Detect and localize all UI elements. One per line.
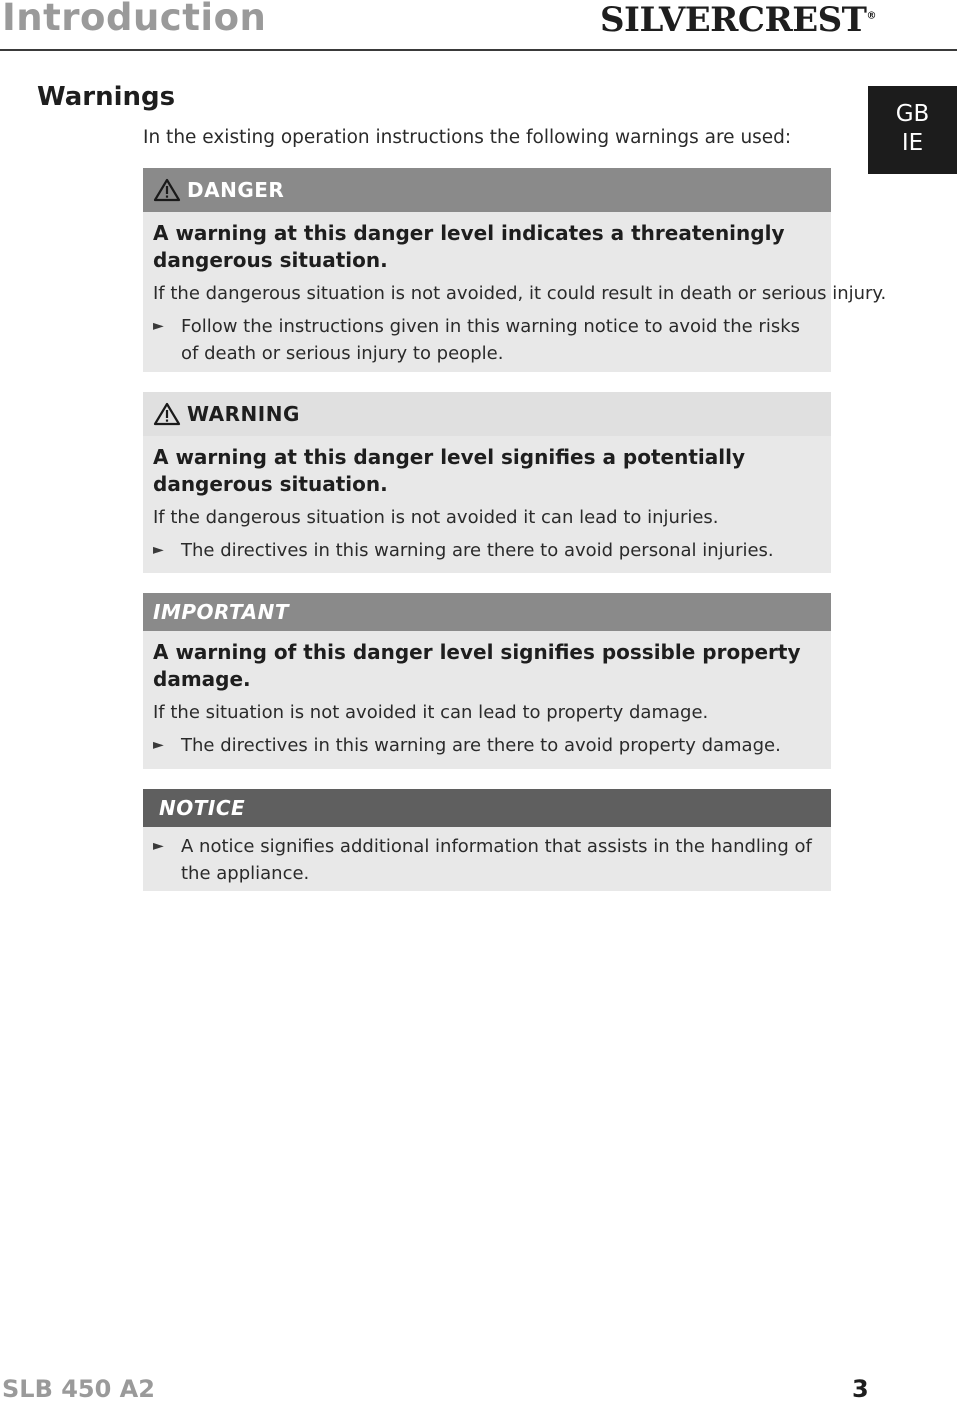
danger-consequence: If the dangerous situation is not avoided, it could result in death or serious injury. xyxy=(153,283,887,304)
important-consequence: If the situation is not avoided it can lead to property damage. xyxy=(153,702,709,723)
warning-consequence: If the dangerous situation is not avoided it can lead to injuries. xyxy=(153,507,719,528)
important-header xyxy=(143,593,831,631)
section-intro: In the existing operation instructions the following warnings are used: xyxy=(143,127,792,148)
language-code: GB xyxy=(895,101,930,127)
danger-header xyxy=(143,168,831,212)
brand-logo xyxy=(600,0,876,40)
warning-triangle-icon xyxy=(153,402,181,426)
danger-heading: DANGER xyxy=(187,178,285,202)
important-definition: A warning of this danger level signifies possible property damage. xyxy=(153,640,801,691)
right-arrow-icon: ► xyxy=(153,737,164,753)
danger-instruction xyxy=(153,313,821,367)
notice-header xyxy=(143,789,831,827)
danger-box xyxy=(143,168,887,372)
warning-triangle-icon xyxy=(153,178,181,202)
important-box xyxy=(143,593,831,769)
danger-definition: A warning at this danger level indicates a threateningly dangerous situation. xyxy=(153,221,785,272)
page-header-title: Introduction xyxy=(2,0,267,39)
warning-definition: A warning at this danger level signifies a potentially dangerous situation. xyxy=(153,445,745,496)
notice-instruction-text: A notice signifies additional information that assists in the handling of the appliance. xyxy=(181,836,812,884)
warning-instruction xyxy=(153,537,821,564)
language-code: IE xyxy=(901,130,924,156)
page-number: 3 xyxy=(852,1375,869,1403)
notice-heading: NOTICE xyxy=(159,796,246,820)
footer-model-number: SLB 450 A2 xyxy=(2,1375,155,1403)
danger-instruction-text: Follow the instructions given in this warning notice to avoid the risks of death or serious injury to people. xyxy=(181,316,801,364)
registered-mark: ® xyxy=(866,10,876,22)
brand-name: SILVERCREST xyxy=(600,0,867,40)
warning-heading: WARNING xyxy=(187,402,300,426)
right-arrow-icon: ► xyxy=(153,318,164,334)
warning-instruction-text: The directives in this warning are there to avoid personal injuries. xyxy=(181,540,774,561)
warning-header xyxy=(143,392,831,436)
important-instruction xyxy=(153,732,821,759)
header-divider xyxy=(0,49,957,51)
warning-box xyxy=(143,392,831,573)
right-arrow-icon: ► xyxy=(153,542,164,558)
notice-instruction xyxy=(153,833,821,887)
notice-box xyxy=(143,789,831,891)
section-title: Warnings xyxy=(37,82,176,112)
right-arrow-icon: ► xyxy=(153,838,164,854)
important-instruction-text: The directives in this warning are there to avoid property damage. xyxy=(181,735,781,756)
important-heading: IMPORTANT xyxy=(153,600,289,624)
language-tab xyxy=(868,86,957,174)
